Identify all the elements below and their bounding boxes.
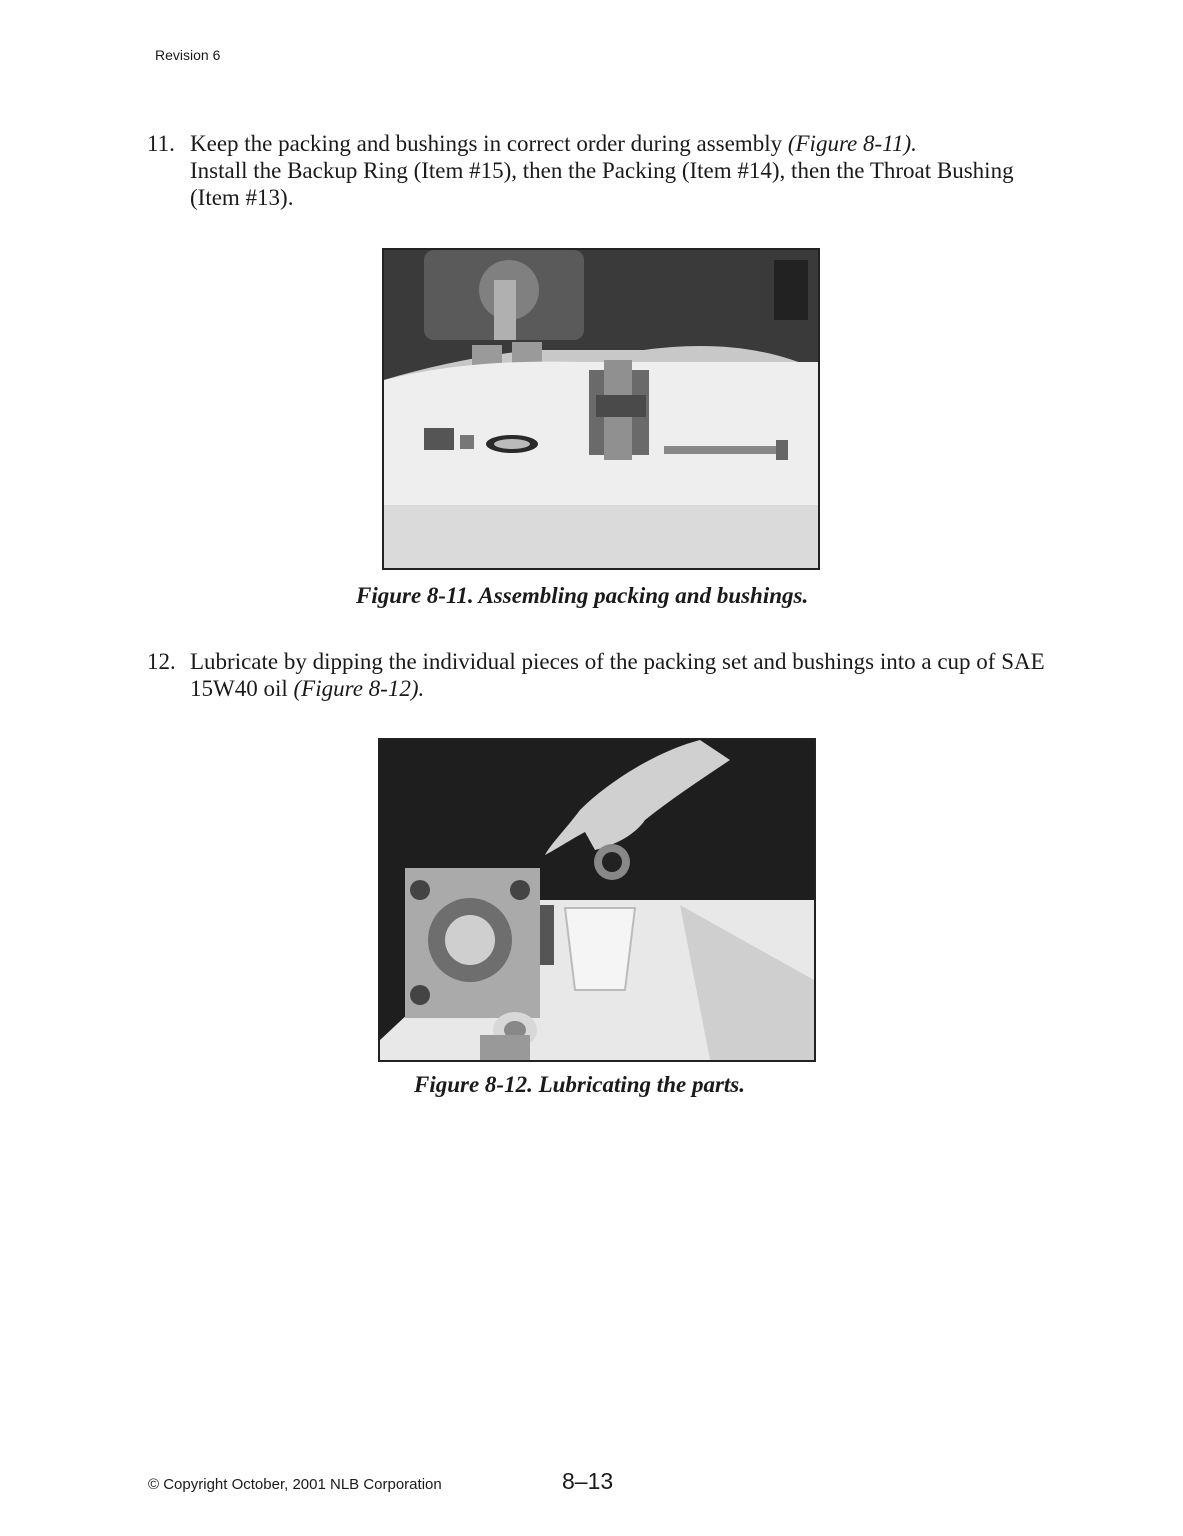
page-number: 8–13 xyxy=(562,1468,614,1494)
step-text-main: Keep the packing and bushings in correct order during assembly xyxy=(190,131,788,156)
lubricating-photo xyxy=(380,740,814,1060)
figure-reference: (Figure 8-11). xyxy=(787,131,917,156)
step-text-rest: Install the Backup Ring (Item #15), then the Packing (Item #14), then the Throat Bushing (Item #13). xyxy=(190,158,1014,210)
step-number: 11. xyxy=(147,131,175,156)
figure-reference: (Figure 8-12). xyxy=(293,676,425,701)
figure-caption: Figure 8-11. Assembling packing and bushings. xyxy=(356,583,809,608)
step-12 xyxy=(147,648,1047,702)
figure-8-12-photo xyxy=(378,738,816,1062)
step-11 xyxy=(147,130,1047,211)
figure-caption: Figure 8-12. Lubricating the parts. xyxy=(414,1072,745,1097)
step-text xyxy=(190,648,1047,702)
step-number: 12. xyxy=(147,649,176,674)
revision-label: Revision 6 xyxy=(155,47,221,63)
copyright-notice: © Copyright October, 2001 NLB Corporation xyxy=(148,1476,442,1493)
step-text xyxy=(190,130,1047,211)
assembly-photo xyxy=(384,250,818,568)
step-text-main: Lubricate by dipping the individual pieces of the packing set and bushings into a cup of SAE 15W40 oil xyxy=(190,649,1045,701)
figure-8-11-photo xyxy=(382,248,820,570)
